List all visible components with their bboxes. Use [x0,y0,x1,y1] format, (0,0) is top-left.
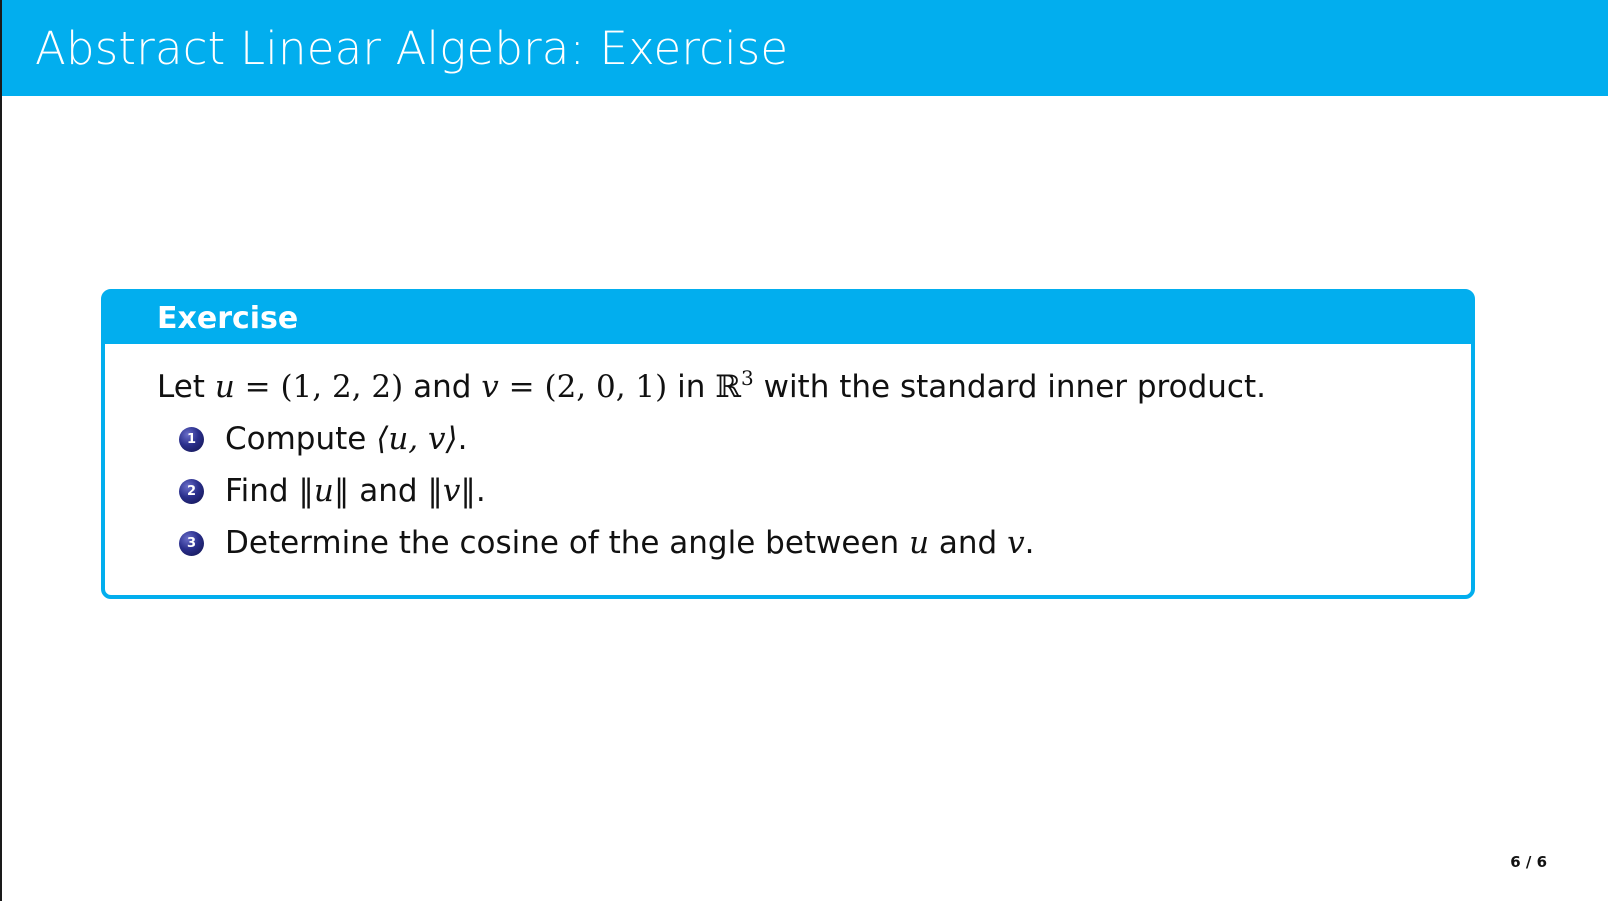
stmt-v-var: v [481,369,499,405]
item-1-end: . [457,421,468,457]
item-2-end: . [475,473,486,509]
page-number: 6 / 6 [1510,853,1547,871]
exercise-block-header [105,293,1471,344]
item-3-and: and [938,525,998,561]
enum-ball-2: 2 [179,479,204,504]
stmt-space-symbol: ℝ [715,369,741,405]
exercise-block [101,289,1475,599]
stmt-let: Let [157,369,205,405]
stmt-v-value: = (2, 0, 1) [498,369,678,405]
frame-title-bar [2,0,1608,96]
slide-title: Abstract Linear Algebra: Exercise [35,22,789,75]
item-3-end: . [1024,525,1035,561]
item-2-and: and [359,473,418,509]
item-3-var-b: v [1007,525,1025,561]
stmt-rest: with the standard inner product. [763,369,1266,405]
item-1-math: ⟨u, v⟩ [376,421,458,457]
enum-item-1 [179,421,467,458]
item-3-text: Determine the cosine of the angle between [225,525,900,561]
enum-item-2 [179,473,486,510]
stmt-u-var: u [214,369,235,405]
stmt-space-exponent: 3 [741,366,754,390]
stmt-in: in [677,369,706,405]
exercise-block-title: Exercise [157,301,299,336]
stmt-and: and [413,369,472,405]
left-edge-line [0,0,2,901]
enum-item-3 [179,525,1034,562]
exercise-statement [157,366,1266,406]
item-2-text: Find [225,473,289,509]
item-1-text: Compute [225,421,367,457]
enum-ball-3: 3 [179,531,204,556]
stmt-u-value: = (1, 2, 2) [234,369,414,405]
item-3-var-a: u [909,525,930,561]
item-2-math-a: ‖u‖ [298,473,350,509]
enum-ball-1: 1 [179,427,204,452]
item-2-math-b: ‖v‖ [427,473,476,509]
